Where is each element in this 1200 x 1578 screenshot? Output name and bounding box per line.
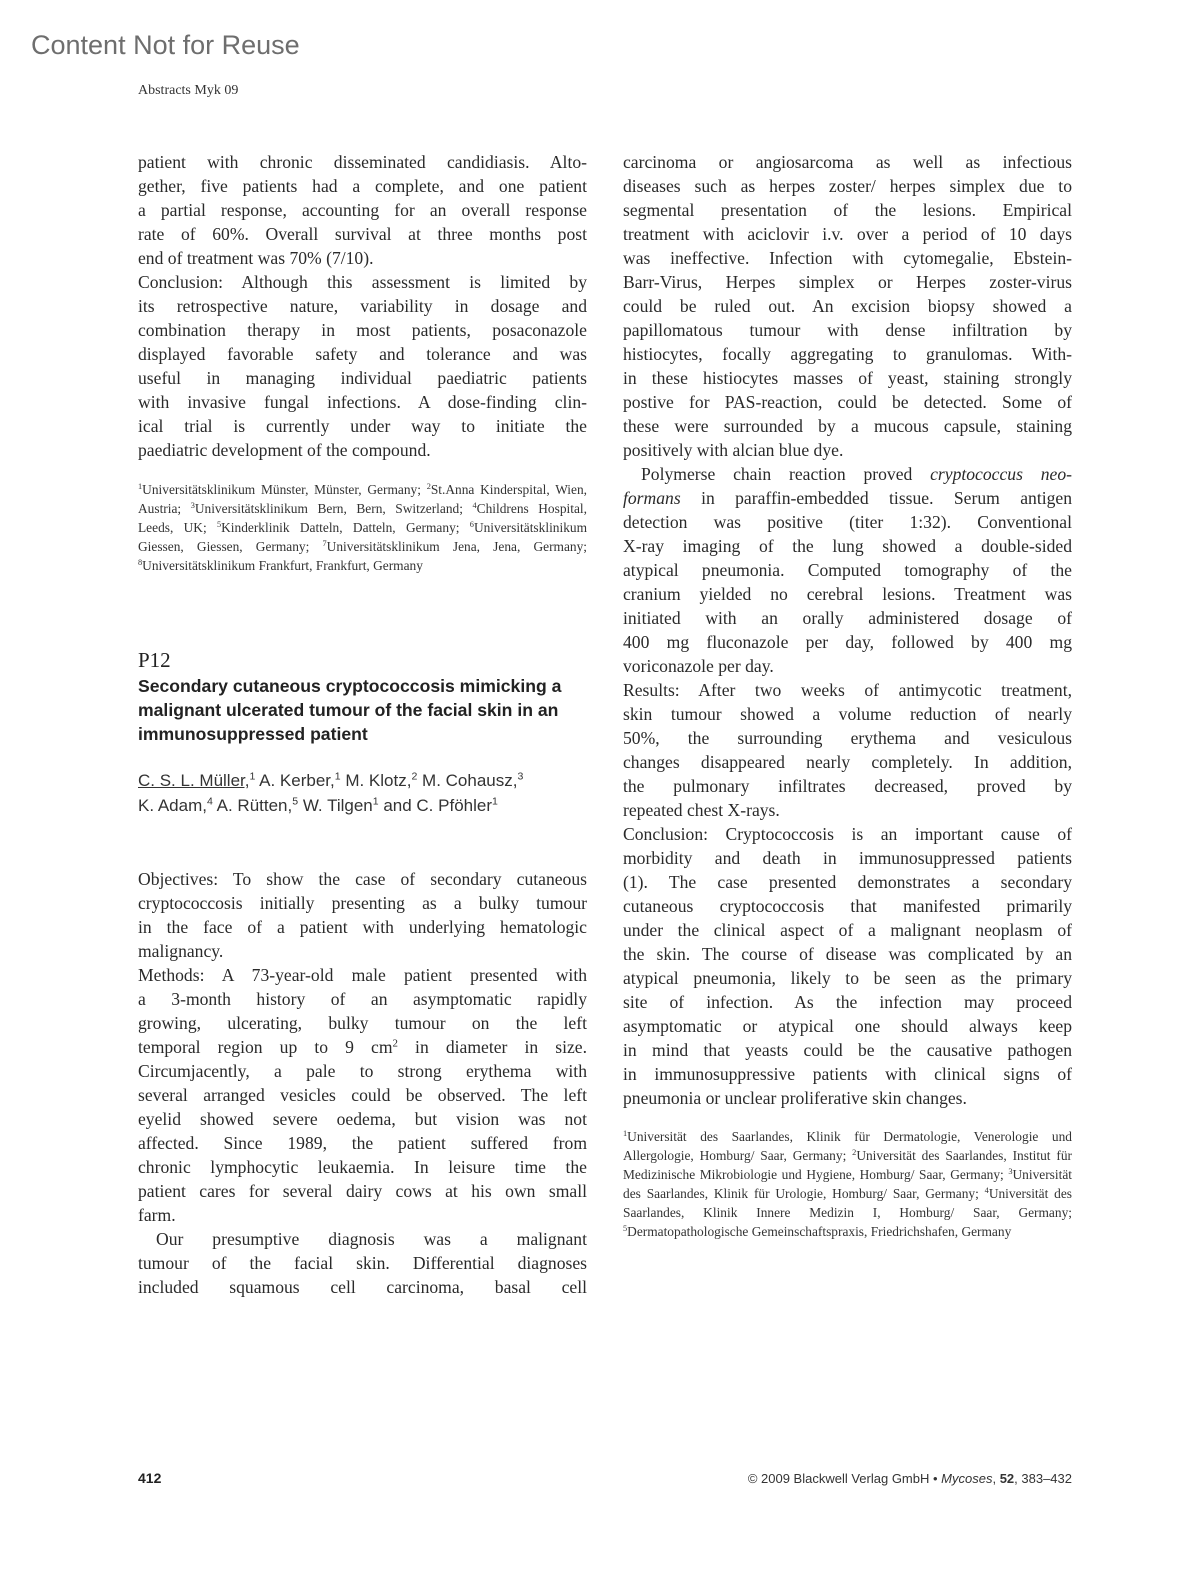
abstract-id: P12 — [138, 648, 171, 672]
text-line — [138, 1203, 587, 1227]
superscript: 6 — [469, 520, 474, 530]
superscript: 1 — [334, 770, 341, 783]
watermark: Content Not for Reuse — [31, 30, 300, 60]
journal-name: Mycoses — [941, 1471, 993, 1486]
text-line: gether, five patients had a complete, and one patient — [138, 176, 587, 196]
text-run: positively with alcian blue dye. — [623, 440, 844, 460]
page-number: 412 — [138, 1470, 162, 1486]
text-line: atypical pneumonia. Computed tomography of the — [623, 560, 1072, 580]
text-line: ical trial is currently under way to initiate the — [138, 416, 587, 436]
footer-citation — [748, 1471, 1072, 1486]
affiliations-previous-abstract — [138, 480, 587, 575]
superscript: 5 — [216, 520, 222, 530]
text-line: atypical pneumonia, likely to be seen as the primary — [623, 968, 1072, 988]
superscript: 2 — [426, 482, 431, 492]
text-run: Universitätsklinikum Giessen, Giessen, Germany; — [138, 520, 588, 554]
text-line: tumour of the facial skin. Differential diagnoses — [138, 1253, 587, 1273]
text-run: Universität des Saarlandes, Klinik für Dermatologie, Venerologie und Allergologie, Homburg/ Saar, Germany; — [623, 1129, 1072, 1163]
author-list — [138, 768, 598, 818]
text-line: in these histiocytes masses of yeast, staining strongly — [623, 368, 1072, 388]
superscript: 3 — [517, 770, 524, 783]
text-line — [138, 246, 587, 270]
text-run: A. Rütten, — [212, 796, 293, 815]
text-line — [156, 1227, 587, 1251]
volume: 52 — [999, 1471, 1015, 1486]
text-run: cryptococcus neo- — [930, 464, 1072, 484]
superscript: 4 — [472, 501, 477, 511]
text-run: St.Anna Kinderspital, Wien, Austria; — [138, 482, 588, 516]
text-run: malignancy. — [138, 941, 224, 961]
text-line: combination therapy in most patients, posaconazole — [138, 320, 587, 340]
text-line: included squamous cell carcinoma, basal cell — [138, 1277, 587, 1297]
text-run: Universität des Saarlandes, Institut für Medizinische Mikrobiologie und Hygiene, Homburg/ Saar, Germany; — [623, 1148, 1072, 1182]
text-line — [623, 486, 1072, 510]
text-line: a partial response, accounting for an overall response — [138, 200, 587, 220]
superscript: 4 — [984, 1186, 989, 1196]
text-run: Dermatopathologische Gemeinschaftspraxis, Friedrichshafen, Germany — [627, 1224, 1012, 1239]
superscript: 1 — [492, 795, 498, 808]
text-line: eyelid showed severe oedema, but vision was not — [138, 1109, 587, 1129]
text-line: its retrospective nature, variability in dosage and — [138, 296, 587, 316]
text-line: in immunosuppressive patients with clinical signs of — [623, 1064, 1072, 1084]
sep: , — [992, 1471, 1000, 1486]
text-line: papillomatous tumour with dense infiltration by — [623, 320, 1072, 340]
superscript: 3 — [190, 501, 195, 511]
text-line: under the clinical aspect of a malignant neoplasm of — [623, 920, 1072, 940]
text-run: A. Kerber, — [255, 771, 335, 790]
text-run: Universität des Saarlandes, Klinik Innere Medizin I, Homburg/ Saar, Germany; — [623, 1186, 1073, 1220]
text-run: Universitätsklinikum Münster, Münster, Germany; — [142, 482, 427, 497]
text-line: changes disappeared nearly completely. In addition, — [623, 752, 1072, 772]
text-line: carcinoma or angiosarcoma as well as infectious — [623, 152, 1072, 172]
text-run: formans — [623, 488, 681, 508]
text-run: Our presumptive diagnosis was a malignant — [156, 1229, 587, 1249]
superscript: 1 — [249, 770, 256, 783]
text-line: histiocytes, focally aggregating to granulomas. With- — [623, 344, 1072, 364]
text-line — [641, 462, 1072, 486]
text-line: the pulmonary infiltrates decreased, proved by — [623, 776, 1072, 796]
text-line: was ineffective. Infection with cytomegalie, Ebstein- — [623, 248, 1072, 268]
text-line: skin tumour showed a volume reduction of nearly — [623, 704, 1072, 724]
text-run: in diameter in size. — [397, 1037, 587, 1057]
superscript: 2 — [411, 770, 418, 783]
text-run: Polymerse chain reaction proved — [641, 464, 931, 484]
text-run: W. Tilgen — [298, 796, 373, 815]
text-line: diseases such as herpes zoster/ herpes simplex due to — [623, 176, 1072, 196]
text-line: in the face of a patient with underlying hematologic — [138, 917, 587, 937]
text-line — [623, 438, 1072, 462]
text-line: patient with chronic disseminated candidiasis. Alto- — [138, 152, 587, 172]
text-run: Childrens Hospital, Leeds, UK; — [138, 501, 587, 535]
text-line: could be ruled out. An excision biopsy showed a — [623, 296, 1072, 316]
text-line: treatment with aciclovir i.v. over a period of 10 days — [623, 224, 1072, 244]
text-run: Kinderklinik Datteln, Datteln, Germany; — [221, 520, 470, 535]
text-line: Objectives: To show the case of secondary cutaneous — [138, 869, 587, 889]
abstract-title: Secondary cutaneous cryptococcosis mimicking a malignant ulcerated tumour of the facial skin in an immunosuppressed patient — [138, 676, 562, 744]
text-line: rate of 60%. Overall survival at three months post — [138, 224, 587, 244]
text-line: 50%, the surrounding erythema and vesiculous — [623, 728, 1072, 748]
text-line: detection was positive (titer 1:32). Conventional — [623, 512, 1072, 532]
text-line: Results: After two weeks of antimycotic treatment, — [623, 680, 1072, 700]
text-line: several arranged vesicles could be observed. The left — [138, 1085, 587, 1105]
text-run: temporal region up to 9 cm — [138, 1037, 393, 1057]
page-range: , 383–432 — [1014, 1471, 1072, 1486]
text-run: M. Klotz, — [340, 771, 412, 790]
text-line: Conclusion: Cryptococcosis is an important cause of — [623, 824, 1072, 844]
affiliations-p12 — [623, 1127, 1072, 1241]
text-run: voriconazole per day. — [623, 656, 774, 676]
superscript: 2 — [392, 1037, 398, 1050]
text-line: (1). The case presented demonstrates a secondary — [623, 872, 1072, 892]
text-line: asymptomatic or atypical one should always keep — [623, 1016, 1072, 1036]
text-line: cryptococcosis initially presenting as a bulky tumour — [138, 893, 587, 913]
text-run: K. Adam, — [138, 796, 207, 815]
text-line: cutaneous cryptococcosis that manifested primarily — [623, 896, 1072, 916]
authors-line-1 — [138, 768, 598, 793]
text-line — [138, 1035, 587, 1059]
superscript: 1 — [623, 1129, 628, 1139]
running-head: Abstracts Myk 09 — [138, 83, 239, 98]
text-line: postive for PAS-reaction, could be detected. Some of — [623, 392, 1072, 412]
text-line — [623, 654, 1072, 678]
superscript: 5 — [292, 795, 299, 808]
text-line: patient cares for several dairy cows at his own small — [138, 1181, 587, 1201]
text-line: segmental presentation of the lesions. Empirical — [623, 200, 1072, 220]
text-line: these were surrounded by a mucous capsule, staining — [623, 416, 1072, 436]
text-run: Universitätsklinikum Bern, Bern, Switzerland; — [194, 501, 473, 516]
text-line: affected. Since 1989, the patient suffered from — [138, 1133, 587, 1153]
text-line: useful in managing individual paediatric patients — [138, 368, 587, 388]
text-line — [623, 1086, 1072, 1110]
text-run: C. S. L. Müller, — [138, 771, 250, 790]
text-run: M. Cohausz, — [417, 771, 518, 790]
text-line: X-ray imaging of the lung showed a double-sided — [623, 536, 1072, 556]
text-run: farm. — [138, 1205, 176, 1225]
superscript: 7 — [322, 539, 327, 549]
text-line: in mind that yeasts could be the causative pathogen — [623, 1040, 1072, 1060]
text-line: site of infection. As the infection may proceed — [623, 992, 1072, 1012]
text-line: with invasive fungal infections. A dose-finding clin- — [138, 392, 587, 412]
text-line: cranium yielded no cerebral lesions. Treatment was — [623, 584, 1072, 604]
text-line: 400 mg fluconazole per day, followed by 400 mg — [623, 632, 1072, 652]
text-line: a 3-month history of an asymptomatic rapidly — [138, 989, 587, 1009]
text-run: pneumonia or unclear proliferative skin changes. — [623, 1088, 967, 1108]
text-run: Universitätsklinikum Jena, Jena, Germany; — [326, 539, 588, 554]
text-line: Methods: A 73-year-old male patient presented with — [138, 965, 587, 985]
text-line: displayed favorable safety and tolerance and was — [138, 344, 587, 364]
text-line — [623, 798, 1072, 822]
text-run: end of treatment was 70% (7/10). — [138, 248, 374, 268]
text-line: Circumjacently, a pale to strong erythema with — [138, 1061, 587, 1081]
text-run: in paraffin-embedded tissue. Serum antigen — [680, 488, 1072, 508]
text-line: morbidity and death in immunosuppressed patients — [623, 848, 1072, 868]
text-line: Conclusion: Although this assessment is limited by — [138, 272, 587, 292]
text-line: Barr-Virus, Herpes simplex or Herpes zoster-virus — [623, 272, 1072, 292]
superscript: 8 — [138, 558, 143, 568]
copyright: © 2009 Blackwell Verlag GmbH • — [747, 1471, 942, 1486]
superscript: 5 — [623, 1224, 628, 1234]
authors-line-2 — [138, 793, 598, 818]
text-line: initiated with an orally administered dosage of — [623, 608, 1072, 628]
text-line: growing, ulcerating, bulky tumour on the left — [138, 1013, 587, 1033]
text-line: the skin. The course of disease was complicated by an — [623, 944, 1072, 964]
text-line: chronic lymphocytic leukaemia. In leisure time the — [138, 1157, 587, 1177]
superscript: 3 — [1008, 1167, 1013, 1177]
text-line — [138, 438, 587, 462]
superscript: 2 — [852, 1148, 857, 1158]
text-line — [138, 939, 587, 963]
superscript: 4 — [206, 795, 213, 808]
text-run: Universitätsklinikum Frankfurt, Frankfurt, Germany — [142, 558, 423, 573]
text-run: paediatric development of the compound. — [138, 440, 431, 460]
superscript: 1 — [372, 795, 379, 808]
text-run: Universität des Saarlandes, Klinik für Urologie, Homburg/ Saar, Germany; — [623, 1167, 1072, 1201]
superscript: 1 — [138, 482, 143, 492]
text-run: and C. Pföhler — [378, 796, 492, 815]
text-run: repeated chest X-rays. — [623, 800, 780, 820]
